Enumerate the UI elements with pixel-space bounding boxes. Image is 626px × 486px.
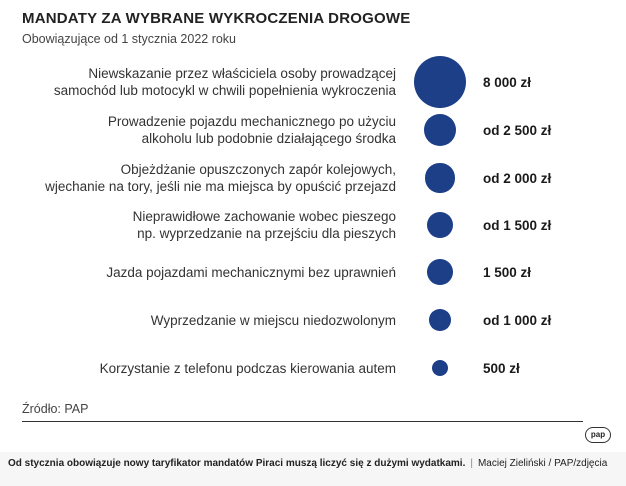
- fine-bubble: [427, 212, 453, 238]
- chart-title: MANDATY ZA WYBRANE WYKROCZENIA DROGOWE: [22, 10, 411, 27]
- row-label-line: Nieprawidłowe zachowanie wobec pieszego: [132, 209, 396, 224]
- fine-value-label: od 1 000 zł: [483, 312, 552, 328]
- fine-bubble: [425, 163, 454, 192]
- fine-value-label: od 2 500 zł: [483, 122, 552, 138]
- row-label: [36, 312, 396, 329]
- fine-bubble: [429, 309, 451, 331]
- row-label-line: alkoholu lub podobnie działającego środka: [141, 131, 396, 146]
- row-label-line: Niewskazanie przez właściciela osoby prowadzącej: [88, 66, 396, 81]
- fine-value-label: 500 zł: [483, 360, 520, 376]
- row-label-line: Prowadzenie pojazdu mechanicznego po użyciu: [107, 114, 396, 129]
- fine-bubble: [427, 259, 453, 285]
- row-label: [36, 65, 396, 99]
- row-label-line: np. wyprzedzanie na przejściu dla pieszych: [137, 226, 396, 241]
- fine-value-label: 1 500 zł: [483, 264, 532, 280]
- pap-logo-icon: pap: [585, 427, 611, 443]
- row-label-line: Korzystanie z telefonu podczas kierowania autem: [99, 360, 396, 376]
- divider: [22, 421, 583, 422]
- chart-subtitle: Obowiązujące od 1 stycznia 2022 roku: [22, 32, 237, 46]
- row-label: [36, 208, 396, 242]
- caption-credit: Maciej Zieliński / PAP/zdjęcia: [477, 458, 608, 469]
- source-note: Źródło: PAP: [22, 402, 89, 416]
- caption-headline: Od stycznia obowiązuje nowy taryfikator mandatów Piraci muszą liczyć się z dużymi wydatkami.: [8, 458, 466, 469]
- row-label-line: Objeżdżanie opuszczonych zapór kolejowych,: [120, 162, 396, 177]
- fine-value-label: 8 000 zł: [483, 74, 532, 90]
- fine-bubble: [432, 360, 448, 376]
- row-label-line: wjechanie na tory, jeśli nie ma miejsca by opuścić przejazd: [45, 179, 396, 194]
- caption: [8, 458, 607, 469]
- fine-bubble: [424, 114, 456, 146]
- row-label: [36, 264, 396, 281]
- row-label-line: Jazda pojazdami mechanicznymi bez uprawnień: [106, 264, 396, 280]
- row-label: [36, 113, 396, 147]
- row-label-line: samochód lub motocykl w chwili popełnienia wykroczenia: [53, 83, 396, 98]
- row-label: [36, 360, 396, 377]
- row-label: [36, 161, 396, 195]
- fine-value-label: od 1 500 zł: [483, 217, 552, 233]
- row-label-line: Wyprzedzanie w miejscu niedozwolonym: [150, 312, 396, 328]
- caption-separator: |: [470, 458, 473, 469]
- fine-value-label: od 2 000 zł: [483, 170, 552, 186]
- fine-bubble: [414, 56, 466, 108]
